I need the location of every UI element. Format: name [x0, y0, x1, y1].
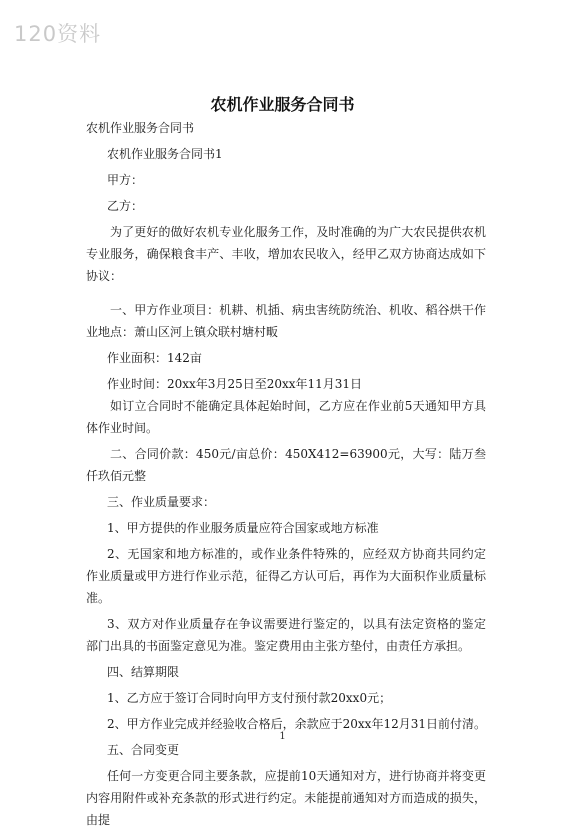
clause-4-item-2: 2、甲方作业完成并经验收合格后，余款应于20xx年12月31日前付清。 [107, 717, 486, 731]
clause-4-item-1: 1、乙方应于签订合同时向甲方支付预付款20xx0元； [107, 691, 392, 705]
document-body [86, 117, 486, 831]
clause-4-heading: 四、结算期限 [107, 665, 180, 679]
clause-1-work-time: 作业时间：20xx年3月25日至20xx年11月31日 [107, 377, 363, 391]
clause-1-work-area: 作业面积：142亩 [107, 351, 202, 365]
clause-1-work-items: 一、甲方作业项目：机耕、机插、病虫害统防统治、机收、稻谷烘干作业地点：萧山区河上镇众联村塘村畈 [86, 303, 486, 339]
body-paragraph-heading: 农机作业服务合同书1 [107, 147, 223, 161]
clause-5-heading: 五、合同变更 [107, 743, 180, 757]
clause-3-item-2: 2、无国家和地方标准的，或作业条件特殊的，应经双方协商共同约定作业质量或甲方进行作业示范，征得乙方认可后，再作为大面积作业质量标准。 [86, 547, 486, 605]
body-paragraph-subtitle: 农机作业服务合同书 [86, 121, 195, 135]
clause-2-price: 二、合同价款：450元/亩总价：450X412=63900元，大写：陆万叁仟玖佰元整 [86, 447, 486, 483]
party-b-label: 乙方： [107, 199, 144, 213]
clause-1-notice: 如订立合同时不能确定具体起始时间，乙方应在作业前5天通知甲方具体作业时间。 [86, 399, 486, 435]
clause-5-text: 任何一方变更合同主要条款，应提前10天通知对方，进行协商并将变更内容用附件或补充条款的形式进行约定。未能提前通知对方而造成的损失，由提 [86, 769, 486, 827]
watermark-logo: 120资料 [14, 22, 102, 46]
clause-3-item-3: 3、双方对作业质量存在争议需要进行鉴定的，以具有法定资格的鉴定部门出具的书面鉴定意见为准。鉴定费用由主张方垫付，由责任方承担。 [86, 617, 486, 653]
party-a-label: 甲方： [107, 173, 144, 187]
clause-3-item-1: 1、甲方提供的作业服务质量应符合国家或地方标准 [107, 521, 379, 535]
document-title: 农机作业服务合同书 [210, 95, 355, 114]
page-number: 1 [279, 731, 286, 742]
clause-3-heading: 三、作业质量要求： [107, 495, 216, 509]
preamble-paragraph: 为了更好的做好农机专业化服务工作，及时准确的为广大农民提供农机专业服务，确保粮食丰产、丰收，增加农民收入，经甲乙双方协商达成如下协议： [86, 225, 486, 283]
